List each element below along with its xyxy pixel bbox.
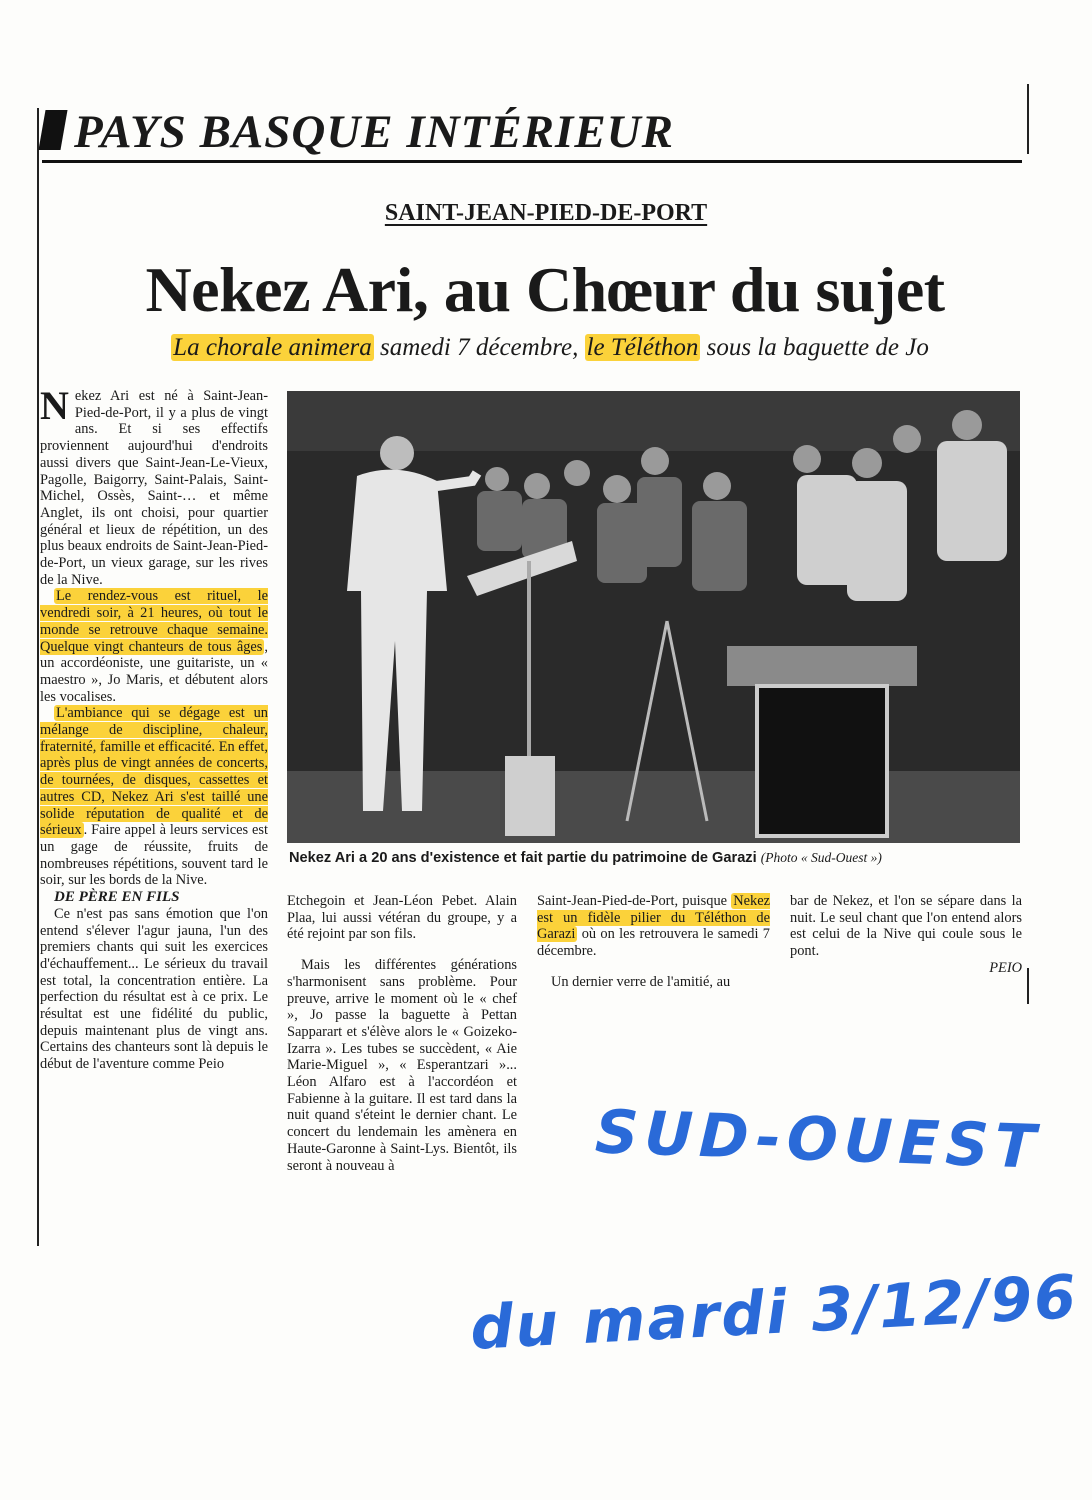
paragraph: Un dernier verre de l'amitié, au — [551, 973, 731, 990]
section-block-icon — [38, 110, 67, 150]
subhead-highlight-1: La chorale animera — [173, 334, 372, 361]
headline: Nekez Ari, au Chœur du sujet — [145, 254, 945, 325]
choir-photo — [287, 391, 1020, 843]
drop-cap: N — [40, 383, 69, 428]
text-highlight: Nekez est un fidèle pilier du Téléthon de Garazi — [537, 893, 770, 943]
paragraph: Le rendez-vous est rituel, le vendredi soir, à 21 heures, où tout le monde se retrouve chaque semaine. Quelque vingt chanteurs de tous âges , un accordéoniste, une guitariste, un « maestro », Jo Maris, et débutent alors les vocalises. — [40, 588, 268, 705]
paragraph: Etchegoin et Jean-Léon Pebet. Alain Plaa, lui aussi vétéran du groupe, y a été rejoint par son fils. — [287, 893, 517, 943]
photo-caption: Nekez Ari a 20 ans d'existence et fait partie du patrimoine de Garazi (Photo « Sud-Ouest ») — [289, 850, 882, 866]
paragraph: Nekez Ari est né à Saint-Jean-Pied-de-Port, il y a plus de vingt ans. Et si ses effectifs proviennent aujourd'hui d'endroits aussi divers que Saint-Jean-Le-Vieux, Pagolle, Baigorry, Saint-Palais, Saint-Michel, Ossès, Saint-… et même Anglet, ils ont choisi, pour quartier général et lieux de répétition, un des plus beaux endroits de Saint-Jean-Pied-de-Port, un vieux garage, sur les rives de la Nive. — [40, 383, 268, 588]
handwritten-source: SUD-OUEST — [593, 1097, 1043, 1183]
section-rule — [42, 160, 1022, 163]
paragraph: Mais les différentes générations s'harmonisent sans problème. Pour preuve, arrive le moment où le « chef », Jo passe la baguette à Pettan Sapparart et s'élève alors le « Goizeko-Izarra ». Les tubes se succèdent, « Aie Marie-Miguel », « Esperantzari »... Léon Alfaro est à l'accordéon et Fabienne à la guitare. Il est tard dans la nuit quand s'éteint le dernier chant. Le concert du lendemain les amènera en Haute-Garonne à Saint-Lys. Bientôt, ils seront à nouveau à — [287, 957, 517, 1174]
text-highlight: L'ambiance qui se dégage est un mélange de discipline, chaleur, fraternité, famille et efficacité. En effet, après plus de vingt années de concerts, de tournées, de disques, cassettes et autres CD, Nekez Ari s'est taillé une solide réputation de qualité et de sérieux — [40, 705, 268, 839]
text-highlight: Le rendez-vous est rituel, le vendredi soir, à 21 heures, où tout le monde se retrouve chaque semaine. Quelque vingt chanteurs de tous âges — [40, 588, 268, 655]
right-rule-bottom — [1027, 968, 1029, 1004]
author-signature: PEIO — [989, 959, 1022, 976]
paragraph: bar de Nekez, et l'on se sépare dans la nuit. Le seul chant que l'on entend alors est celui de la Nive qui coule sous le pont. — [790, 893, 1022, 960]
choir-photo-image — [287, 391, 1020, 843]
article-column-1 — [40, 383, 268, 1073]
subtitle: DE PÈRE EN FILS — [54, 889, 180, 906]
section-title: PAYS BASQUE INTÉRIEUR — [42, 102, 674, 162]
handwritten-date: du mardi 3/12/96 — [468, 1262, 1080, 1364]
paragraph: Saint-Jean-Pied-de-Port, puisque Nekez est un fidèle pilier du Téléthon de Garazi où on les retrouvera le samedi 7 décembre. — [537, 893, 770, 960]
right-rule-top — [1027, 84, 1029, 154]
article-column-2 — [287, 893, 517, 1174]
paragraph: L'ambiance qui se dégage est un mélange de discipline, chaleur, fraternité, famille et efficacité. En effet, après plus de vingt années de concerts, de tournées, de disques, cassettes et autres CD, Nekez Ari s'est taillé une solide réputation de qualité et de sérieux . Faire appel à leurs services est un gage de réussite, fruits de nombreuses répétitions, souvent tard le soir, sur les bords de la Nive. — [40, 705, 268, 889]
article-column-4 — [790, 893, 1022, 977]
subhead-highlight-2: le Téléthon — [586, 334, 699, 361]
article-column-3 — [537, 893, 770, 991]
dateline: SAINT-JEAN-PIED-DE-PORT — [384, 200, 708, 226]
paragraph: Ce n'est pas sans émotion que l'on entend s'élever l'agur jauna, l'un des premiers chants qui suit les exercices d'échauffement... Le sérieux du travail est total, la concentration entière. La perfection du résultat est à ce prix. Le résultat est une fidélité du public, depuis maintenant plus de vingt ans. Certains des chanteurs sont là depuis le début de l'aventure comme Peio — [40, 905, 268, 1073]
subheadline: La chorale animera samedi 7 décembre, le Téléthon sous la baguette de Jo — [173, 334, 929, 361]
photo-credit: (Photo « Sud-Ouest ») — [760, 850, 882, 865]
